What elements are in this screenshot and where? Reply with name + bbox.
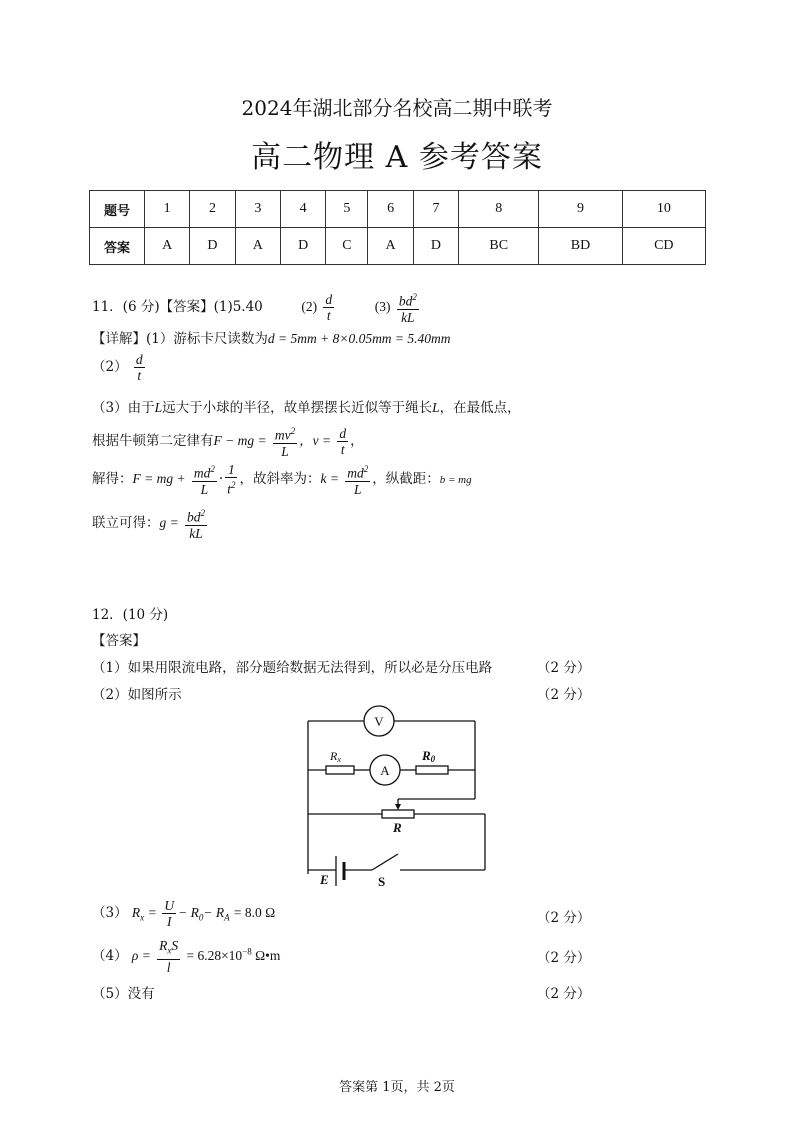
q11-head: 11．(6 分)【答案】(1)5.40 [92,298,263,315]
q11-combine-line: 联立可得：g = $\frac{bd^2}{kL}$ [92,508,206,541]
table-cell: BC [459,228,539,265]
q11-solve-line: 解得：F = mg + $\frac{md^2}{L}$ · $\frac{1}{t^2}$ ，故斜率为：k = $\frac{md^2}{L}$ ，纵截距：b = mg [92,462,472,497]
table-cell: 2 [190,191,235,228]
score-label: （2 分） [537,660,591,676]
score-label: （2 分） [537,950,591,966]
table-cell: 10 [622,191,705,228]
row-label-number: 题号 [90,191,145,228]
table-cell: 8 [459,191,539,228]
q12-part-4: （4） ρ = $\frac{R_xS}{l}$ = $6.28\times 10^{-8}$ Ω•m [92,938,281,975]
table-cell: A [235,228,280,265]
q11-newton-line: 根据牛顿第二定律有F − mg = $\frac{mv^2}{L}$ ，v = $\frac{d}{t}$ ， [92,425,364,459]
r0-label: R0 [422,748,436,764]
fraction-md2-over-l: $\frac{md^2}{L}$ [347,464,369,497]
fraction-d-over-t: $\frac{d}{t}$ [325,291,333,323]
answer-table [89,190,706,265]
slider-arrow-icon [395,804,401,810]
q11-detail-2: （2） $\frac{d}{t}$ [92,352,143,383]
table-cell: 4 [280,191,325,228]
rx-label: Rx [330,749,341,764]
page-footer: 答案第 1页，共 2页 [339,1080,455,1095]
fraction-d-over-t: $\frac{d}{t}$ [339,425,347,457]
battery-label: E [320,872,329,887]
circuit-diagram [300,704,492,890]
q12-head: 12．(10 分) [92,607,169,623]
score-label: （2 分） [537,910,591,926]
table-cell: 7 [413,191,458,228]
fraction-1-over-t2: $\frac{1}{t^2}$ [227,462,236,497]
ammeter-label: A [380,763,390,778]
q12-part-2: （2）如图所示 [92,687,182,703]
switch-label: S [378,874,386,889]
table-cell: 9 [539,191,622,228]
fraction-md2-over-l: $\frac{md^2}{L}$ [193,464,215,497]
table-cell: 5 [326,191,368,228]
fraction-rxs-over-l: $\frac{R_xS}{l}$ [159,938,179,975]
fraction-bd2-over-kl: $\frac{bd^2}{kL}$ [398,292,417,325]
fraction-mv2-over-l: $\frac{mv^2}{L}$ [274,426,296,459]
table-cell: A [145,228,190,265]
table-cell: CD [622,228,705,265]
exam-name: 2024年湖北部分名校高二期中联考 [241,96,553,120]
table-cell: D [413,228,458,265]
fraction-bd2-over-kl: $\frac{bd^2}{kL}$ [187,508,206,541]
q11-a2-prefix: (2) [301,298,318,314]
page-title: 高二物理 A 参考答案 [251,140,543,175]
fraction-d-over-t: $\frac{d}{t}$ [135,352,143,383]
q11-a3-prefix: (3) [374,298,391,314]
q11-detail-1: 【详解】(1）游标卡尺读数为d = 5mm + 8×0.05mm = 5.40mm [92,331,451,347]
score-label: （2 分） [537,687,591,703]
table-cell: C [326,228,368,265]
q11-answer-line [92,290,421,325]
row-label-answer: 答案 [90,228,145,265]
q11-detail-3: （3）由于L远大于小球的半径，故单摆摆长近似等于绳长L，在最低点， [92,400,521,416]
table-row-answers [90,228,706,265]
q12-part-5: （5）没有 [92,986,155,1002]
table-cell: D [280,228,325,265]
table-cell: 6 [368,191,413,228]
table-cell: 1 [145,191,190,228]
table-cell: A [368,228,413,265]
score-label: （2 分） [537,986,591,1002]
fraction-u-over-i: $\frac{U}{I}$ [164,898,175,929]
table-row-numbers [90,191,706,228]
table-cell: 3 [235,191,280,228]
rheostat-label: R [393,820,402,835]
q12-part-1: （1）如果用限流电路，部分题给数据无法得到，所以必是分压电路 [92,660,493,676]
q12-answer-label: 【答案】 [92,633,146,649]
voltmeter-label: V [374,714,384,729]
table-cell: BD [539,228,622,265]
q12-part-3: （3） $R_x$ = $\frac{U}{I}$ − $R_0- R_A = 8.0$ Ω [92,898,276,929]
table-cell: D [190,228,235,265]
